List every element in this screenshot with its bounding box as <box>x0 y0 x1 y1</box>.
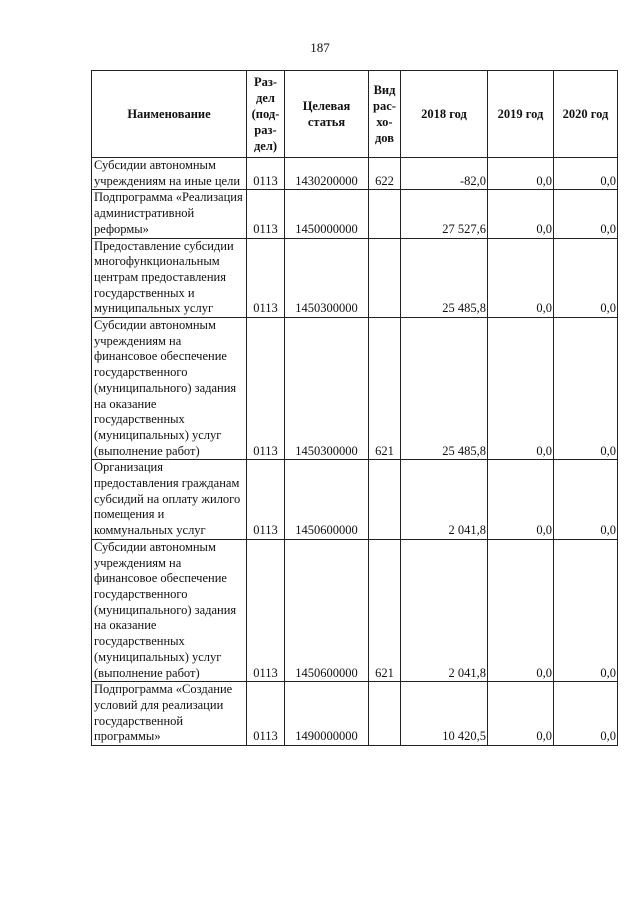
cell-target: 1450600000 <box>285 460 369 540</box>
cell-section: 0113 <box>247 460 285 540</box>
cell-section: 0113 <box>247 238 285 318</box>
cell-name: Подпрограмма «Реализация административной реформы» <box>92 190 247 238</box>
header-2019-text: 2019 год <box>497 107 544 121</box>
cell-2018: 10 420,5 <box>401 682 488 746</box>
header-section <box>247 71 285 158</box>
cell-kind <box>369 682 401 746</box>
cell-target: 1450300000 <box>285 318 369 460</box>
cell-2020: 0,0 <box>554 238 618 318</box>
header-2020 <box>554 71 618 158</box>
cell-section: 0113 <box>247 158 285 190</box>
header-2018-text: 2018 год <box>421 107 467 121</box>
cell-kind: 622 <box>369 158 401 190</box>
cell-2020: 0,0 <box>554 539 618 681</box>
cell-2020: 0,0 <box>554 190 618 238</box>
table-row <box>92 238 618 318</box>
table-row <box>92 318 618 460</box>
cell-name: Предоставление субсидии многофункциональным центрам предоставления государственных и муниципальных услуг <box>92 238 247 318</box>
cell-name: Организация предоставления гражданам субсидий на оплату жилого помещения и коммунальных услуг <box>92 460 247 540</box>
header-name <box>92 71 247 158</box>
cell-2018: 25 485,8 <box>401 238 488 318</box>
header-2018 <box>401 71 488 158</box>
page-number: 187 <box>310 40 330 55</box>
cell-2019: 0,0 <box>488 318 554 460</box>
header-target-text: Целевая статья <box>302 99 351 129</box>
cell-section: 0113 <box>247 539 285 681</box>
cell-name: Субсидии автономным учреждениям на финансовое обеспечение государственного (муниципального) задания на оказание государственных (муниципальных) услуг (выполнение работ) <box>92 318 247 460</box>
cell-section: 0113 <box>247 190 285 238</box>
cell-2019: 0,0 <box>488 190 554 238</box>
cell-2020: 0,0 <box>554 318 618 460</box>
header-name-text: Наименование <box>127 107 211 121</box>
cell-name: Субсидии автономным учреждениям на иные цели <box>92 158 247 190</box>
cell-2019: 0,0 <box>488 460 554 540</box>
header-kind-text: Вид рас- хо- дов <box>373 83 396 145</box>
cell-2018: -82,0 <box>401 158 488 190</box>
header-2020-text: 2020 год <box>562 107 609 121</box>
table-row <box>92 460 618 540</box>
cell-kind <box>369 460 401 540</box>
cell-kind: 621 <box>369 539 401 681</box>
cell-target: 1430200000 <box>285 158 369 190</box>
budget-table <box>91 70 618 746</box>
table-row <box>92 539 618 681</box>
cell-section: 0113 <box>247 318 285 460</box>
table-row <box>92 682 618 746</box>
cell-2020: 0,0 <box>554 682 618 746</box>
cell-2020: 0,0 <box>554 460 618 540</box>
cell-kind: 621 <box>369 318 401 460</box>
table-header-row <box>92 71 618 158</box>
table-row <box>92 190 618 238</box>
cell-2018: 25 485,8 <box>401 318 488 460</box>
header-2019 <box>488 71 554 158</box>
cell-2019: 0,0 <box>488 539 554 681</box>
cell-name: Субсидии автономным учреждениям на финансовое обеспечение государственного (муниципального) задания на оказание государственных (муниципальных) услуг (выполнение работ) <box>92 539 247 681</box>
cell-target: 1490000000 <box>285 682 369 746</box>
cell-kind <box>369 238 401 318</box>
cell-target: 1450600000 <box>285 539 369 681</box>
header-target <box>285 71 369 158</box>
cell-2018: 2 041,8 <box>401 460 488 540</box>
cell-section: 0113 <box>247 682 285 746</box>
cell-2018: 27 527,6 <box>401 190 488 238</box>
cell-target: 1450300000 <box>285 238 369 318</box>
cell-2018: 2 041,8 <box>401 539 488 681</box>
cell-2019: 0,0 <box>488 682 554 746</box>
cell-2019: 0,0 <box>488 158 554 190</box>
cell-2019: 0,0 <box>488 238 554 318</box>
header-section-text: Раз- дел (под- раз- дел) <box>251 75 280 153</box>
cell-kind <box>369 190 401 238</box>
cell-name: Подпрограмма «Создание условий для реализации государственной программы» <box>92 682 247 746</box>
cell-target: 1450000000 <box>285 190 369 238</box>
cell-2020: 0,0 <box>554 158 618 190</box>
table-row <box>92 158 618 190</box>
header-kind <box>369 71 401 158</box>
